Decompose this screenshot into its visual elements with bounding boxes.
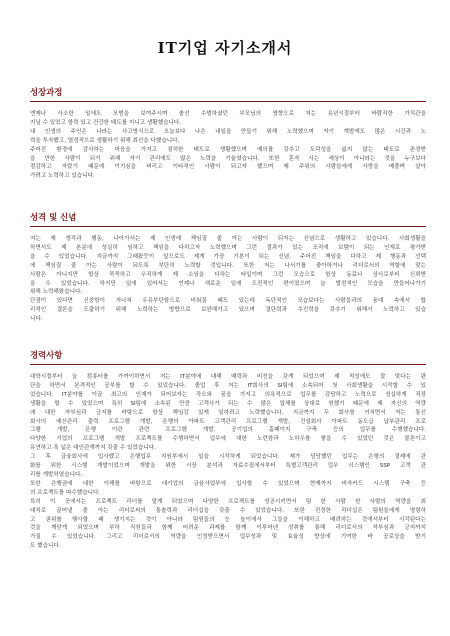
body-text-line: 회사의 예산관리 출력 프로그램 개발, 은행의 아파트 고객관리 프로그램 개발, 건설회사 아파트 동도급 납부관리 프로 xyxy=(30,418,426,425)
body-text-line: 저는 제 생각과 행동, 나아가서는 제 인생에 책임질 줄 아는 사람이 되자는 신념으로 생활하고 있습니다. 사회생활을 xyxy=(30,236,426,242)
section-personality xyxy=(30,211,426,324)
body-text-line: 니다. xyxy=(30,316,43,323)
body-text-line: 력을 투자했고, 열정적으로 생활하기 위해 최선을 다했습니다. xyxy=(30,137,180,144)
body-text-line: 내 인생의 주인은 나라는 사고방식으로 오늘보다 나은 내일을 만들기 위해 노력했으며 자기 계발에도 많은 시간과 노 xyxy=(30,128,426,135)
body-text-line: 다양한 기업의 프로그램 개발 프로젝트를 수행하면서 업무에 대한 노련함과 노하우를 쌓을 수 있었던 것은 물론이고 xyxy=(30,436,426,443)
body-text-line: 그 후 금융회사에 입사했고 은행업무 지원부에서 일을 시작하게 되었습니다. 제가 담당했던 업무는 은행의 결제에 관 xyxy=(30,454,426,461)
body-text-line: 에 책임질 줄 아는 사람이 되도록 부단히 노력할 것입니다. 또한 저는 나서기를 좋아하거나 리더로서의 역할에 맞는 xyxy=(30,262,426,269)
section-body xyxy=(30,110,426,181)
body-text-line: 대학시절부터 늘 컴퓨터를 가까이하면서 저는 IT분야에 대해 매력과 비전을 갖게 되었으며 제 적성에도 잘 맞다는 판 xyxy=(30,374,426,380)
body-text-line: 것을 깨닫게 되었으며 부하 직원들과 함께 어려운 과제를 함께 이루어낸 성취를 통해 리더로서의 자부심과 긍지까지 xyxy=(30,525,426,532)
body-text-line: 절감하고 자랐기 때문에 이기심을 버리고 이타적인 사람이 되고자 했으며 제 주위의 사람들에게 사랑을 베풀며 살아 xyxy=(30,164,426,171)
body-text-line: 단을 하면서 본격적인 공부를 할 수 있었습니다. 졸업 후 저는 IT회사의 SI팀에 소속되어 첫 사회생활을 시작할 수 있 xyxy=(30,382,426,389)
body-text-line: 가려고 노력하고 있습니다. xyxy=(30,173,95,180)
body-text-line: 그램 개발, 은행 이관 관련 프로그램 개발, 공기업의 홈페이지 구축 등의 업무를 수행했습니다. xyxy=(30,427,426,434)
section-body xyxy=(30,373,426,551)
body-text-line: 유연하고 폭 넓은 대인관계까지 갖출 수 있었습니다. xyxy=(30,445,156,452)
document-title: IT기업 자기소개서 xyxy=(157,39,293,57)
section-divider xyxy=(30,101,426,102)
body-text-line: 을 만한 사람이 되기 위해 자기 관리에도 많은 노력을 기울였습니다. 또한 혼자 사는 세상이 아니라는 것을 누구보다 xyxy=(30,155,426,162)
body-text-line: 리적인 결론을 도출하기 위해 노력하는 방향으로 보완해가고 있으며 결단력과 추진력을 갖추기 위해서 노력하고 있습 xyxy=(30,307,426,314)
body-text-line: 또한 은행권에 대한 이해를 바탕으로 대기업의 금융사업부에 입사할 수 있었으며 현재까지 비자카드 시스템 구축 등 xyxy=(30,480,426,487)
section-divider xyxy=(30,226,426,227)
body-text-line: 엔제나 사소한 일에도 모범을 보여주시며 솔선 수범하셨던 부모님의 영향으로 저는 유년시절부터 바람직한 가치관을 xyxy=(30,111,426,117)
body-text-line: 주어진 환경에 감사하는 마음을 가지고 겸허한 태도로 생활했으며 예의를 갖추고 도덕성을 잃지 않는 태도로 존경받 xyxy=(30,146,426,153)
section-body xyxy=(30,235,426,324)
section-divider xyxy=(30,364,426,365)
body-text-line: 었습니다. IT분야를 이끌 최고의 인재가 되어보자는 각오와 꿈을 가지고 의욕적으로 업무를 감당하고 노력으로 성실하게 직장 xyxy=(30,391,426,398)
section-growth xyxy=(30,86,426,181)
body-text-line: 대치로 끌어낼 줄 아는 리더로써의 통솔력과 리더십을 갖출 수 있었습니다. 또한 진정한 리더십은 팀원들에게 명령하 xyxy=(30,507,426,514)
body-text-line: 리를 개발하였습니다. xyxy=(30,471,83,478)
body-text-line: 을 수 있었습니다. 하지만 일에 있어서는 언제나 새로운 일에 도전적인 편이었으며 늘 발전적인 모습을 만들어나가기 xyxy=(30,280,426,287)
body-text-line: 고 권위를 행사할 때 생기지는 것이 아니라 팀원들의 눈 높이에서 그들을 이해하고 배려하는 것에서부터 시작된다는 xyxy=(30,516,426,523)
section-career xyxy=(30,349,426,551)
body-text-line: 의 프로젝트를 따수했습니다. xyxy=(30,489,101,496)
body-text-line: 지닐 수 있었고 항력 있고 건강한 태도를 지니고 생활했습니다. xyxy=(30,119,182,126)
body-text-line: 가질 수 있었습니다. 그리고 리더로서의 역량을 인정받으면서 업무성과 및 효율성 향상에 기여한 바 공로상을 받기 xyxy=(30,534,426,541)
body-text-line: 사람은 아니지만 항상 묵묵하고 우직하게 제 소임을 다하는 타입이며 그런 모습으로 항상 동료나 상사로부터 신뢰받 xyxy=(30,271,426,278)
body-text-line: 하면서도 제 본분에 성실히 임하고 책임을 다하고자 노력했으며 그런 결과가 있는 조직에 보탬이 되는 인재로 평가받 xyxy=(30,244,426,251)
body-text-line: 화를 위한 시스템 개발이었으며 개발을 위한 시장 분석과 자료수집에서부터 특별고객관리 업무 시스템인 SSP 고객 관 xyxy=(30,463,426,470)
section-heading: 성장과정 xyxy=(30,87,63,97)
body-text-line: 생활을 할 수 있었으며 특히 SI팀에 소속된 만큼 고객사가 되는 수 많은 업체를 상대로 원했기 때문에 제 자신의 역량 xyxy=(30,400,426,407)
body-text-line: 을 수 있었습니다. 지금까지 그래왔듯이 앞으로도 제게 가장 기본이 되는 신념, 주어진 책임을 다하고 제 행동과 선택 xyxy=(30,253,426,260)
body-text-line: 에 대한 자부심과 긍지를 바탕으로 항상 책임감 있게 일하려고 노력했습니다. 지금까지 두 회사를 거치면서 저는 통신 xyxy=(30,409,426,416)
body-text-line: 위해 노력해왔습니다. xyxy=(30,289,83,296)
body-text-line: 특히 이 곳에서는 프로젝트 리더를 맡게 되었으며 다양한 프로젝트를 성공시키면서 팀 한 사람 한 사람의 역량을 최 xyxy=(30,498,426,505)
section-heading: 성격 및 신념 xyxy=(30,212,77,222)
body-text-line: 단점이 있다면 신중함이 지나쳐 우유부단함으로 비춰질 때도 있는데 독단적인 모습보다는 사람들과의 융대 속에서 합 xyxy=(30,298,426,305)
body-text-line: 도 했습니다. xyxy=(30,543,61,550)
section-heading: 경력사항 xyxy=(30,350,63,360)
